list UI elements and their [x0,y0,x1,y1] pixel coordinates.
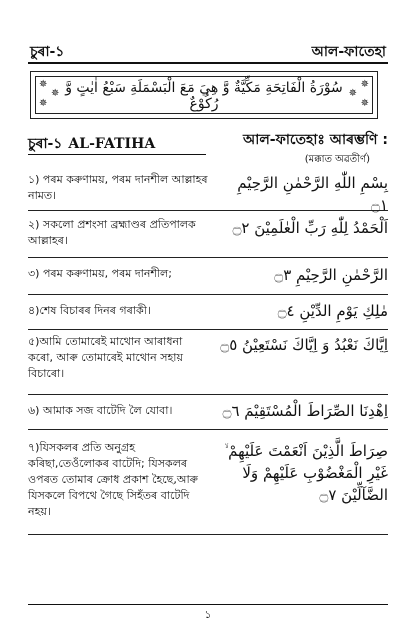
star-ornament-icon: ✵ [51,88,60,99]
star-ornament-icon: ✵ [39,98,48,109]
verse-translation: ৫)আমি তোমাৰেই মাথোন আৰাধনা কৰো, আৰু তোমাৰেই মাথোন সহায় বিচাৰো। [28,335,183,380]
verse-arabic: اِيَّاكَ نَعْبُدُ وَ اِيَّاكَ نَسْتَعِيْنُ ۝٥ [220,336,388,354]
verse-row [28,330,388,395]
header-rule [28,62,388,64]
verse-arabic: الرَّحْمٰنِ الرَّحِيْمِ ۝٣ [274,266,388,284]
surah-heading-en: AL-FATIHA [68,136,156,152]
page-number: ১ [204,608,212,621]
heading-underline [28,154,206,155]
verse-translation: ৪)শেষ বিচাৰৰ দিনৰ গৰাকী। [28,304,151,317]
surah-heading [28,132,155,156]
verse-translation: ২) সকলো প্ৰশংসা ব্ৰহ্মাণ্ডৰ প্ৰতিপালক আল্লাহৰ। [28,218,196,247]
banner-arabic-text: سُوْرَةُ الْفَاتِحَةِ مَكِّيَّةٌ وَّ هِيَ مَعَ الْبَسْمَلَةِ سَبْعُ اٰيٰتٍ وَّ رُكُوْعٌ [65,80,343,112]
verse-translation: ৬) আমাক সজ বাটেদি লৈ যোবা। [28,404,173,417]
verse-row [28,430,388,535]
surah-banner [30,71,378,119]
verse-arabic: مٰلِكِ يَوْمِ الدِّيْنِ ۝٤ [277,302,388,320]
surah-title: আল-ফাতেহাঃ আৰম্ভণি : [243,132,388,148]
verse-arabic: اَلْحَمْدُ لِلّٰهِ رَبِّ الْعٰلَمِيْنَ ۝٢ [232,219,388,237]
verse-row [28,164,388,214]
footer-rule [28,604,388,605]
verse-row [28,211,388,258]
star-ornament-icon: ✵ [360,98,369,109]
verse-row [28,395,388,430]
verse-arabic: صِرَاطَ الَّذِيْنَ اَنْعَمْتَ عَلَيْهِمْ ۙ غَيْرِ الْمَغْضُوْبِ عَلَيْهِمْ وَلَا الضَّآلِّيْنَ ۝٧ [224,442,388,504]
header-title: আল-ফাতেহা [311,44,386,60]
header-chapter-label: চুৰা-১ [30,44,65,60]
star-ornament-icon: ✵ [348,88,357,99]
running-header [30,40,386,60]
star-ornament-icon: ✵ [360,79,369,90]
verse-row [28,295,388,330]
verse-arabic: بِسْمِ اللّٰهِ الرَّحْمٰنِ الرَّحِيْمِ ۝١ [237,174,388,214]
star-ornament-icon: ✵ [39,79,48,90]
verse-row [28,258,388,295]
verse-translation: ১) পৰম কৰুণাময়, পৰম দানশীল আল্লাহৰ নামত। [28,173,208,202]
revelation-note: (মক্কাত অৱতীর্ণ) [304,154,370,165]
verse-translation: ৭)যিসকলৰ প্ৰতি অনুগ্ৰহ কৰিছা,তেওঁলোকৰ বাটেদি; যিসকলৰ ওপৰত তোমাৰ ক্ৰোধ প্ৰকাশ হৈছে,আৰু যিসকলে বিপথে গৈছে সিহঁতৰ বাটেদি নহয়। [28,441,198,518]
verse-list [28,164,388,535]
verse-arabic: اِهْدِنَا الصِّرَاطَ الْمُسْتَقِيْمَ ۝٦ [222,402,388,420]
verse-translation: ৩) পৰম কৰুণাময়, পৰম দানশীল; [28,267,172,280]
surah-heading-bn: চুৰা-১ [28,136,63,152]
surah-title-block [243,128,388,169]
